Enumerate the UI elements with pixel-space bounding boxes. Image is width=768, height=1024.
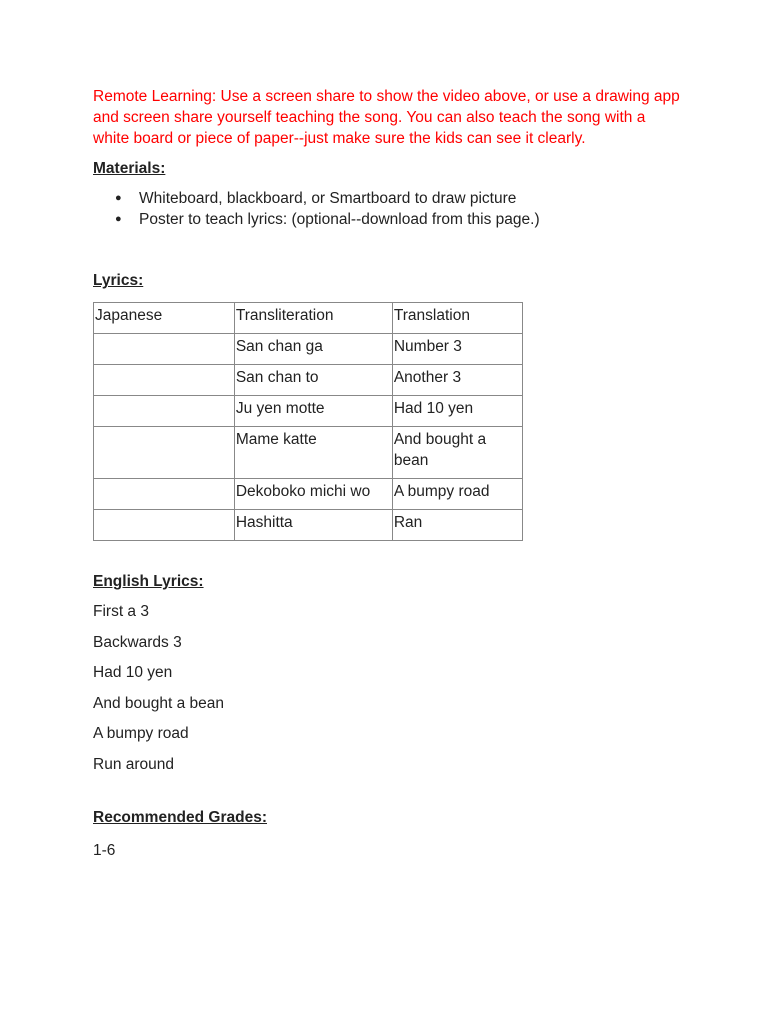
lyrics-heading: Lyrics: [93, 272, 144, 289]
translation-cell: Ran [392, 510, 522, 541]
japanese-cell [94, 479, 235, 510]
japanese-cell [94, 365, 235, 396]
document-page [93, 86, 693, 861]
japanese-cell [94, 334, 235, 365]
recommended-grades-value: 1-6 [93, 841, 116, 859]
column-header-translation: Translation [392, 303, 522, 334]
column-header-japanese: Japanese [94, 303, 235, 334]
table-row [94, 510, 523, 541]
list-item [115, 188, 693, 209]
table-row [94, 334, 523, 365]
list-item: Had 10 yen [93, 664, 173, 681]
list-item: And bought a bean [93, 694, 225, 712]
japanese-cell [94, 427, 235, 479]
materials-item-text: Poster to teach lyrics: (optional--download from this page.) [139, 211, 540, 228]
english-lyrics-heading: English Lyrics: [93, 573, 204, 590]
table-row [94, 396, 523, 427]
table-row [94, 365, 523, 396]
materials-heading: Materials: [93, 160, 166, 177]
translation-cell: Another 3 [392, 365, 522, 396]
remote-learning-note: Remote Learning: Use a screen share to show the video above, or use a drawing app and screen share yourself teaching the song. You can also teach the song with a white board or piece of paper--just make sure the kids can see it clearly. [93, 88, 680, 147]
column-header-transliteration: Transliteration [234, 303, 392, 334]
materials-list [93, 188, 693, 230]
list-item [115, 209, 693, 230]
transliteration-cell: San chan ga [234, 334, 392, 365]
table-row [94, 479, 523, 510]
table-row [94, 427, 523, 479]
translation-cell: Had 10 yen [392, 396, 522, 427]
transliteration-cell: Mame katte [234, 427, 392, 479]
translation-cell: And bought a bean [392, 427, 522, 479]
transliteration-cell: Dekoboko michi wo [234, 479, 392, 510]
table-header-row [94, 303, 523, 334]
japanese-cell [94, 510, 235, 541]
list-item: Run around [93, 755, 175, 773]
transliteration-cell: Hashitta [234, 510, 392, 541]
materials-item-text: Whiteboard, blackboard, or Smartboard to draw picture [139, 190, 517, 207]
bullet-icon: ● [115, 192, 122, 204]
english-lyrics-list [93, 601, 693, 775]
recommended-grades-heading: Recommended Grades: [93, 808, 267, 826]
list-item: A bumpy road [93, 725, 189, 742]
translation-cell: Number 3 [392, 334, 522, 365]
bullet-icon: ● [115, 213, 122, 225]
transliteration-cell: Ju yen motte [234, 396, 392, 427]
japanese-cell [94, 396, 235, 427]
lyrics-table [93, 302, 523, 541]
list-item: First a 3 [93, 603, 149, 620]
list-item: Backwards 3 [93, 633, 182, 651]
transliteration-cell: San chan to [234, 365, 392, 396]
translation-cell: A bumpy road [392, 479, 522, 510]
